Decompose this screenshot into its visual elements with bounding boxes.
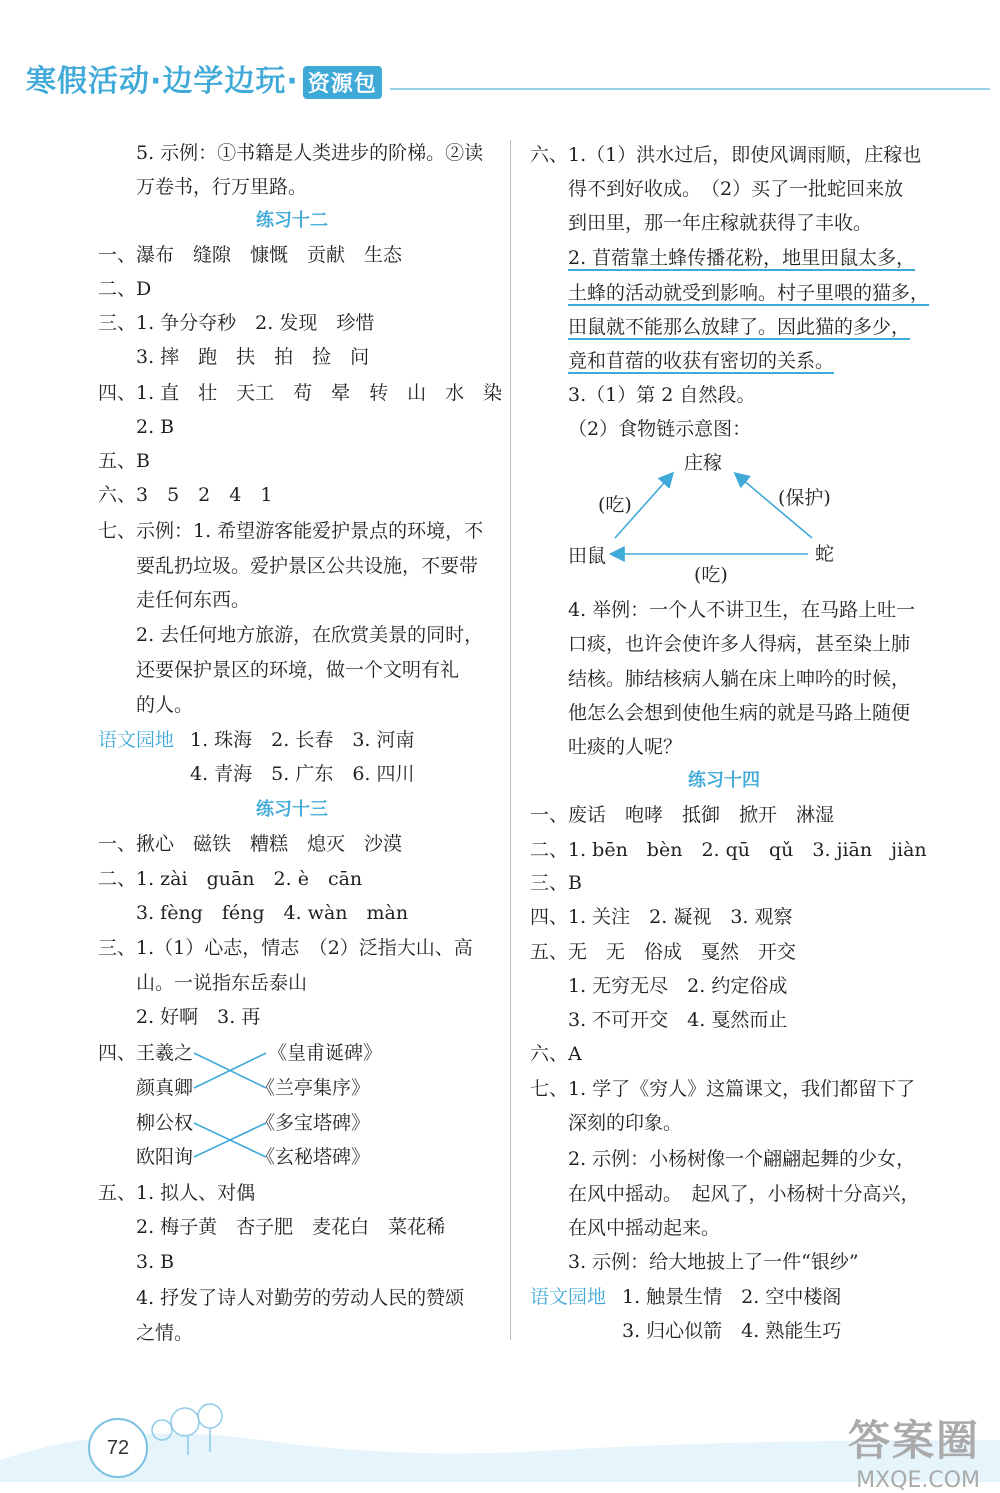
answer-line: 1. 珠海 2. 长春 3. 河南 (190, 729, 415, 751)
answer-line: 3.（1）第 2 自然段。 (568, 384, 756, 406)
answer-line: 二、1. zài guān 2. è cān (98, 868, 363, 890)
answer-line: 2. B (136, 416, 175, 438)
match-right-2: 《兰亭集序》 (256, 1077, 371, 1099)
answer-line: 3. 示例：给大地披上了一件“银纱” (568, 1251, 859, 1273)
chain-node-mouse: 田鼠 (568, 545, 607, 567)
answer-line: 之情。 (136, 1322, 194, 1344)
match-left-1: 王羲之 (136, 1042, 194, 1064)
answer-line: 二、1. bēn bèn 2. qū qǔ 3. jiān jiàn (530, 839, 927, 861)
answer-line: 要乱扔垃圾。爱护景区公共设施，不要带 (136, 555, 479, 577)
answer-line: 3. 摔 跑 扶 拍 捡 问 (136, 346, 370, 368)
answer-line: 田鼠就不能那么放肆了。因此猫的多少， (568, 316, 911, 338)
answer-line: 一、揪心 磁铁 糟糕 熄灭 沙漠 (98, 833, 403, 855)
chain-label-protect: (保护) (778, 487, 831, 509)
answer-line: （2）食物链示意图： (568, 418, 752, 440)
section-title-14: 练习十四 (688, 770, 760, 791)
answer-line: 2. 好啊 3. 再 (136, 1006, 261, 1028)
answer-line: 竟和苜蓿的收获有密切的关系。 (568, 350, 835, 372)
section-title-12: 练习十二 (256, 210, 328, 231)
answer-line: 三、1. 争分夺秒 2. 发现 珍惜 (98, 312, 375, 334)
match-left-3: 柳公权 (136, 1112, 194, 1134)
answer-line: 3. fèng féng 4. wàn màn (136, 902, 409, 924)
header-title: 寒假活动·边学边玩· 资源包 (26, 56, 382, 100)
watermark-logo: 答案圈 (847, 1416, 980, 1465)
answer-line: 六、1.（1）洪水过后，即使风调雨顺，庄稼也 (530, 144, 922, 166)
chain-node-snake: 蛇 (815, 543, 835, 565)
answer-line: 的人。 (136, 694, 194, 716)
answer-line: 四、1. 关注 2. 凝视 3. 观察 (530, 906, 793, 928)
header-badge: 资源包 (303, 66, 382, 99)
answer-line: 土蜂的活动就受到影响。村子里喂的猫多， (568, 282, 930, 304)
answer-line: 一、废话 咆哮 抵御 掀开 淋湿 (530, 804, 835, 826)
match-right-3: 《多宝塔碑》 (256, 1112, 371, 1134)
answer-line: 3. 归心似箭 4. 熟能生巧 (622, 1320, 842, 1342)
matching-prefix: 四、 (98, 1042, 137, 1064)
answer-line: 1. 无穷无尽 2. 约定俗成 (568, 975, 788, 997)
chain-label-eat-2: (吃) (694, 564, 728, 586)
match-right-1: 《皇甫诞碑》 (268, 1042, 383, 1064)
answer-line: 万卷书，行万里路。 (136, 176, 308, 198)
match-left-2: 颜真卿 (136, 1077, 194, 1099)
answer-line: 3. 不可开交 4. 戛然而止 (568, 1009, 788, 1031)
answer-line: 三、B (530, 872, 582, 894)
answer-line: 4. 抒发了诗人对勤劳的劳动人民的赞颂 (136, 1287, 465, 1309)
answer-line: 三、1.（1）心志，情志 （2）泛指大山、高 (98, 937, 473, 959)
answer-line: 到田里，那一年庄稼就获得了丰收。 (568, 212, 873, 234)
answer-line: 五、无 无 俗成 戛然 开交 (530, 941, 797, 963)
answer-line: 2. 梅子黄 杏子肥 麦花白 菜花稀 (136, 1216, 446, 1238)
watermark-url: MXQE.COM (856, 1468, 980, 1493)
yuwen-yuandi-label: 语文园地 (530, 1286, 607, 1308)
answer-line: 四、1. 直 壮 天工 苟 晕 转 山 水 染 (98, 382, 503, 404)
answer-line: 走任何东西。 (136, 589, 251, 611)
chain-arrows (0, 0, 1000, 620)
answer-line: 还要保护景区的环境，做一个文明有礼 (136, 659, 460, 681)
answer-line: 一、瀑布 缝隙 慷慨 贡献 生态 (98, 244, 403, 266)
chain-node-crop: 庄稼 (684, 452, 723, 474)
answer-line: 4. 举例：一个人不讲卫生，在马路上吐一 (568, 599, 916, 621)
match-right-4: 《玄秘塔碑》 (256, 1146, 371, 1168)
answer-line: 5. 示例：①书籍是人类进步的阶梯。②读 (136, 142, 484, 164)
answer-line: 七、1. 学了《穷人》这篇课文，我们都留下了 (530, 1078, 916, 1100)
answer-line: 六、3 5 2 4 1 (98, 484, 273, 506)
answer-line: 二、D (98, 278, 152, 300)
answer-line: 2. 去任何地方旅游，在欣赏美景的同时， (136, 624, 484, 646)
answer-line: 2. 示例：小杨树像一个翩翩起舞的少女， (568, 1148, 916, 1170)
section-title-13: 练习十三 (256, 799, 328, 820)
answer-line: 吐痰的人呢？ (568, 736, 683, 758)
watermark (848, 1408, 980, 1493)
answer-line: 得不到好收成。 （2）买了一批蛇回来放 (568, 178, 904, 200)
answer-line: 山。一说指东岳泰山 (136, 972, 308, 994)
answer-line: 结核。肺结核病人躺在床上呻吟的时候， (568, 668, 911, 690)
match-left-4: 欧阳询 (136, 1146, 194, 1168)
answer-line: 在风中摇动。 起风了，小杨树十分高兴， (568, 1183, 920, 1205)
answer-line: 1. 触景生情 2. 空中楼阁 (622, 1286, 842, 1308)
answer-line: 五、1. 拟人、对偶 (98, 1182, 256, 1204)
answer-line: 4. 青海 5. 广东 6. 四川 (190, 763, 415, 785)
answer-line: 六、A (530, 1043, 582, 1065)
answer-line: 口痰，也许会使许多人得病，甚至染上肺 (568, 633, 911, 655)
answer-line: 他怎么会想到使他生病的就是马路上随便 (568, 702, 911, 724)
answer-line: 七、示例：1. 希望游客能爱护景点的环境，不 (98, 520, 484, 542)
answer-line: 在风中摇动起来。 (568, 1217, 721, 1239)
answer-line: 3. B (136, 1251, 175, 1273)
chain-label-eat-1: (吃) (598, 494, 632, 516)
answer-line: 五、B (98, 450, 150, 472)
page-number: 72 (88, 1418, 148, 1478)
answer-line: 深刻的印象。 (568, 1112, 683, 1134)
answer-line: 2. 苜蓿靠土蜂传播花粉，地里田鼠太多， (568, 247, 916, 269)
yuwen-yuandi-label: 语文园地 (98, 729, 175, 751)
